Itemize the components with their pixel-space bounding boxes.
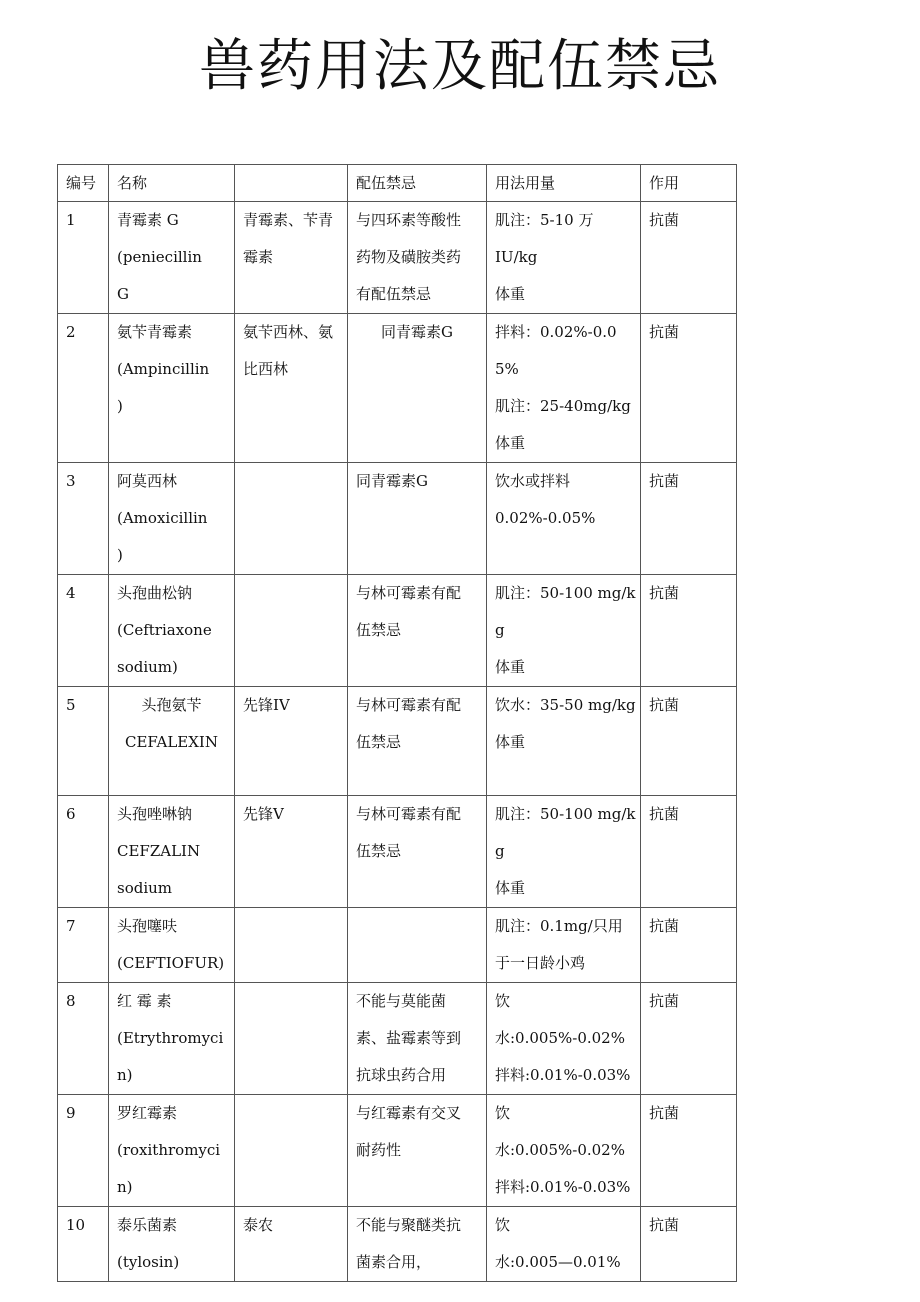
cell-use: 抗菌: [641, 983, 737, 1095]
cell-dose: 饮水：35-50 mg/kg 体重: [487, 687, 641, 796]
cell-alias: [235, 463, 348, 575]
cell-dose: 饮 水:0.005%-0.02% 拌料:0.01%-0.03%: [487, 1095, 641, 1207]
table-row: [58, 908, 737, 983]
cell-name: 泰乐菌素 (tylosin): [109, 1207, 235, 1282]
cell-name: 红 霉 素 (Etrythromyci n): [109, 983, 235, 1095]
cell-alias: 青霉素、苄青 霉素: [235, 202, 348, 314]
table-row: [58, 314, 737, 463]
cell-incompat: 与林可霉素有配 伍禁忌: [348, 687, 487, 796]
table-row: [58, 983, 737, 1095]
cell-name: 头孢曲松钠 (Ceftriaxone sodium): [109, 575, 235, 687]
header-incompat: 配伍禁忌: [348, 165, 487, 202]
table-row: [58, 1207, 737, 1282]
cell-name: 头孢噻呋 (CEFTIOFUR): [109, 908, 235, 983]
cell-use: 抗菌: [641, 575, 737, 687]
cell-use: 抗菌: [641, 463, 737, 575]
cell-dose: 肌注：0.1mg/只用 于一日龄小鸡: [487, 908, 641, 983]
cell-dose: 饮水或拌料 0.02%-0.05%: [487, 463, 641, 575]
cell-no: 2: [58, 314, 109, 463]
table-row: [58, 202, 737, 314]
cell-incompat: 与林可霉素有配 伍禁忌: [348, 796, 487, 908]
cell-alias: 先锋IV: [235, 687, 348, 796]
cell-no: 5: [58, 687, 109, 796]
cell-alias: [235, 908, 348, 983]
cell-no: 3: [58, 463, 109, 575]
cell-dose: 肌注：50-100 mg/kg 体重: [487, 575, 641, 687]
cell-dose: 肌注：50-100 mg/kg 体重: [487, 796, 641, 908]
cell-alias: [235, 575, 348, 687]
cell-dose: 饮 水:0.005%-0.02% 拌料:0.01%-0.03%: [487, 983, 641, 1095]
cell-dose: 饮 水:0.005—0.01%: [487, 1207, 641, 1282]
cell-use: 抗菌: [641, 202, 737, 314]
cell-dose: 拌料：0.02%-0.05% 肌注：25-40mg/kg 体重: [487, 314, 641, 463]
header-alias: [235, 165, 348, 202]
cell-incompat: 不能与聚醚类抗 菌素合用，: [348, 1207, 487, 1282]
table-row: [58, 575, 737, 687]
table-row: [58, 687, 737, 796]
cell-alias: [235, 983, 348, 1095]
header-name: 名称: [109, 165, 235, 202]
table-row: [58, 796, 737, 908]
cell-incompat: 与红霉素有交叉 耐药性: [348, 1095, 487, 1207]
cell-incompat: 同青霉素G: [348, 463, 487, 575]
cell-use: 抗菌: [641, 687, 737, 796]
cell-incompat: [348, 908, 487, 983]
cell-no: 10: [58, 1207, 109, 1282]
header-no: 编号: [58, 165, 109, 202]
table-row: [58, 463, 737, 575]
table-row: [58, 1095, 737, 1207]
cell-alias: [235, 1095, 348, 1207]
cell-no: 4: [58, 575, 109, 687]
cell-use: 抗菌: [641, 908, 737, 983]
cell-alias: 先锋V: [235, 796, 348, 908]
cell-use: 抗菌: [641, 1095, 737, 1207]
cell-name: 阿莫西林 (Amoxicillin ): [109, 463, 235, 575]
header-use: 作用: [641, 165, 737, 202]
cell-alias: 氨苄西林、氨 比西林: [235, 314, 348, 463]
cell-no: 8: [58, 983, 109, 1095]
cell-no: 6: [58, 796, 109, 908]
cell-name: 氨苄青霉素 (Ampincillin ): [109, 314, 235, 463]
page-title: 兽药用法及配伍禁忌: [199, 34, 721, 99]
cell-use: 抗菌: [641, 314, 737, 463]
cell-alias: 泰农: [235, 1207, 348, 1282]
drug-table: [57, 164, 737, 1282]
cell-name: 青霉素 G (peniecillin G: [109, 202, 235, 314]
cell-incompat: 与林可霉素有配 伍禁忌: [348, 575, 487, 687]
cell-name: 头孢唑啉钠 CEFZALIN sodium: [109, 796, 235, 908]
cell-use: 抗菌: [641, 796, 737, 908]
cell-no: 9: [58, 1095, 109, 1207]
table-header-row: [58, 165, 737, 202]
header-dose: 用法用量: [487, 165, 641, 202]
cell-no: 1: [58, 202, 109, 314]
cell-incompat: 不能与莫能菌 素、盐霉素等到 抗球虫药合用: [348, 983, 487, 1095]
cell-name: 罗红霉素 (roxithromyci n): [109, 1095, 235, 1207]
cell-no: 7: [58, 908, 109, 983]
cell-use: 抗菌: [641, 1207, 737, 1282]
cell-dose: 肌注：5-10 万 IU/kg 体重: [487, 202, 641, 314]
cell-name: 头孢氨苄 CEFALEXIN: [109, 687, 235, 796]
cell-incompat: 同青霉素G: [348, 314, 487, 463]
cell-incompat: 与四环素等酸性 药物及磺胺类药 有配伍禁忌: [348, 202, 487, 314]
